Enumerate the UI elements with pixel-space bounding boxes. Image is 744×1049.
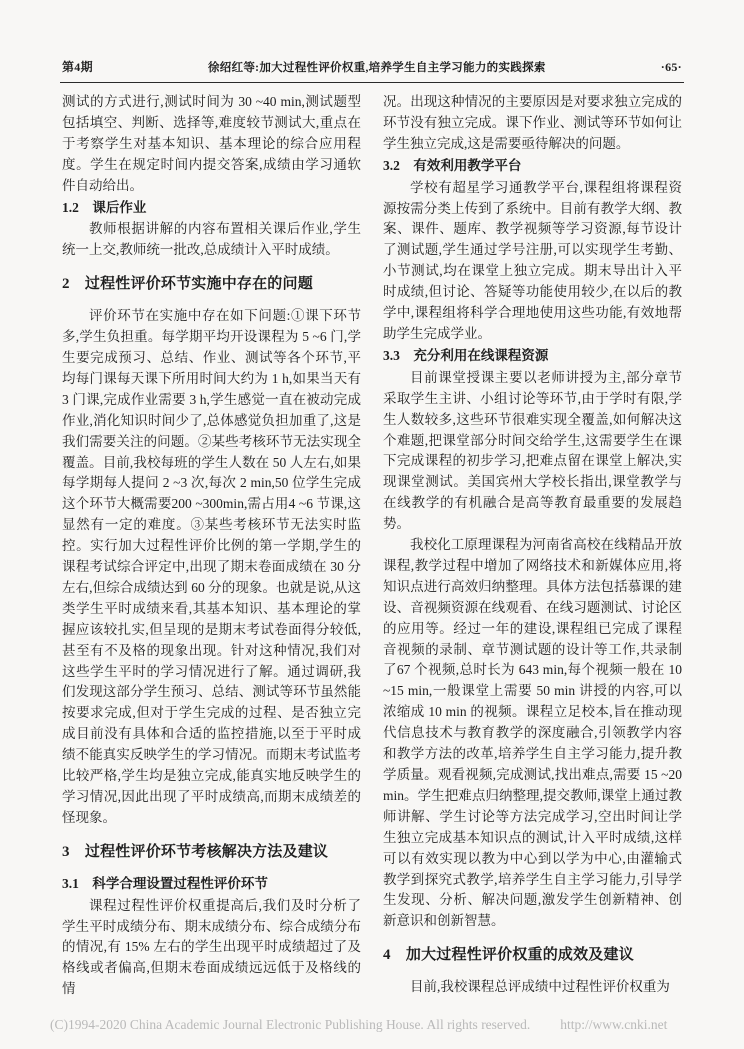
paragraph: 测试的方式进行,测试时间为 30 ~40 min,测试题型包括填空、判断、选择等,难度较节测试大,重点在于考察学生对基本知识、基本理论的综合应用程度。学生在规定时间内提交答案,成绩由学习通软件自动给出。 [62, 94, 361, 193]
subsection-heading: 3.1 科学合理设置过程性评价环节 [62, 875, 268, 891]
paragraph: 评价环节在实施中存在如下问题:①课下环节多,学生负担重。每学期平均开设课程为 5 ~6 门,学生要完成预习、总结、作业、测试等各个环节,平均每门课每天课下所用时间大约为 1 h,如果当天有 3 门课,完成作业需要 3 h,学生感觉一直在被动完成作业,消化知识时间少了,总体感觉负担加重了,这是我们需要关注的问题。②某些考核环节无法实现全覆盖。目前,我校每班的学生人数在 50 人左右,如果每学期每人提问 2 ~3 次,每次 2 min,50 位学生完成这个环节大概需要200 ~300min,需占用4 ~6 节课,这显然有一定的难度。③某些考核环节无法实时监控。实行加大过程性评价比例的第一学期,学生的课程考试综合评定中,出现了期末卷面成绩在 30 分左右,但综合成绩达到 60 分的现象。也就是说,从这类学生平时成绩来看,其基本知识、基本理论的掌握应该较扎实,但呈现的是期末考试卷面得分较低,甚至有不及格的现象出现。针对这种情况,我们对这些学生平时的学习情况进行了解。通过调研,我们发现这部分学生预习、总结、测试等环节虽然能按要求完成,但对于学生完成的过程、是否独立完成目前没有具体和合适的监控措施,以至于平时成绩不能真实反映学生的学习情况。而期末考试监考比较严格,学生均是独立完成,能真实地反映学生的学习情况,因此出现了平时成绩高,而期末成绩差的怪现象。 [62, 308, 361, 825]
copyright-notice: (C)1994-2020 China Academic Journal Electronic Publishing House. All rights reserved. [50, 1017, 531, 1032]
paragraph: 目前,我校课程总评成绩中过程性评价权重为 [410, 979, 670, 995]
paragraph: 目前课堂授课主要以老师讲授为主,部分章节采取学生主讲、小组讨论等环节,由于学时有限,学生人数较多,这些环节很难实现全覆盖,如何解决这个难题,把课堂部分时间交给学生,这需要学生在课下完成课程的初步学习,把难点留在课堂上解决,实现课堂测试。美国宾州大学校长指出,课堂教学与在线教学的有机融合是高等教育最重要的发展趋势。 [383, 369, 682, 532]
paragraph: 教师根据讲解的内容布置相关课后作业,学生统一上交,教师统一批改,总成绩计入平时成绩。 [62, 221, 361, 258]
cnki-footer [50, 1017, 704, 1033]
running-title: 徐绍红等:加大过程性评价权重,培养学生自主学习能力的实践探索 [207, 62, 546, 74]
article-body [0, 83, 744, 1000]
paragraph: 学校有超星学习通教学平台,课程组将课程资源按需分类上传到了系统中。目前有教学大纲、教案、课件、题库、教学视频等学习资源,每节设计了测试题,学生通过学号注册,可以实现学生考勤、小节测试,均在课堂上独立完成。期末导出计入平时成绩,但讨论、答疑等功能使用较少,在以后的教学中,课程组将科学合理地使用这些功能,有效地帮助学生完成学业。 [383, 179, 682, 341]
paragraph: 我校化工原理课程为河南省高校在线精品开放课程,教学过程中增加了网络技术和新媒体应用,将知识点进行高效归纳整理。具体方法包括慕课的建设、音视频资源在线观看、在线习题测试、讨论区的应用等。经过一年的建设,课程组已完成了课程音视频的录制、章节测试题的设计等工作,共录制了67 个视频,总时长为 643 min,每个视频一般在 10 ~15 min,一般课堂上需要 50 min 讲授的内容,可以浓缩成 10 min 的视频。课程立足校本,旨在推动现代信息技术与教育教学的深度融合,引领教学内容和教学方法的改革,培养学生自主学习能力,提升教学质量。观看视频,完成测试,找出难点,需要 15 ~20 min。学生把难点归纳整理,提交教师,课堂上通过教师讲解、学生讨论等方法完成学习,空出时间让学生独立完成基本知识点的测试,计入平时成绩,这样可以有效实现以教为中心到以学为中心,由灌输式教学到探究式教学,培养学生自主学习能力,引导学生发现、分析、解决问题,激发学生创新精神、创新意识和创新智慧。 [383, 537, 682, 929]
page-number: ·65· [660, 60, 682, 74]
subsection-heading: 3.3 充分利用在线课程资源 [383, 347, 549, 363]
subsection-heading: 3.2 有效利用教学平台 [383, 157, 522, 173]
right-column [383, 92, 682, 1000]
paragraph: 课程过程性评价权重提高后,我们及时分析了学生平时成绩分布、期末成绩分布、综合成绩分布的情况,有 15% 左右的学生出现平时成绩超过了及格线或者偏高,但期末卷面成绩远远低于及格线的情 [62, 897, 361, 997]
subsection-heading: 1.2 课后作业 [62, 199, 147, 215]
cnki-url: http://www.cnki.net [560, 1017, 668, 1032]
left-column [62, 92, 361, 1000]
page-header [0, 0, 744, 75]
section-heading: 2 过程性评价环节实施中存在的问题 [62, 276, 313, 293]
paragraph: 况。出现这种情况的主要原因是对要求独立完成的环节没有独立完成。课下作业、测试等环节如何让学生独立完成,这是需要亟待解决的问题。 [383, 94, 682, 151]
section-heading: 4 加大过程性评价权重的成效及建议 [383, 947, 634, 964]
section-heading: 3 过程性评价环节考核解决方法及建议 [62, 843, 329, 860]
journal-issue: 第4期 [62, 60, 93, 74]
